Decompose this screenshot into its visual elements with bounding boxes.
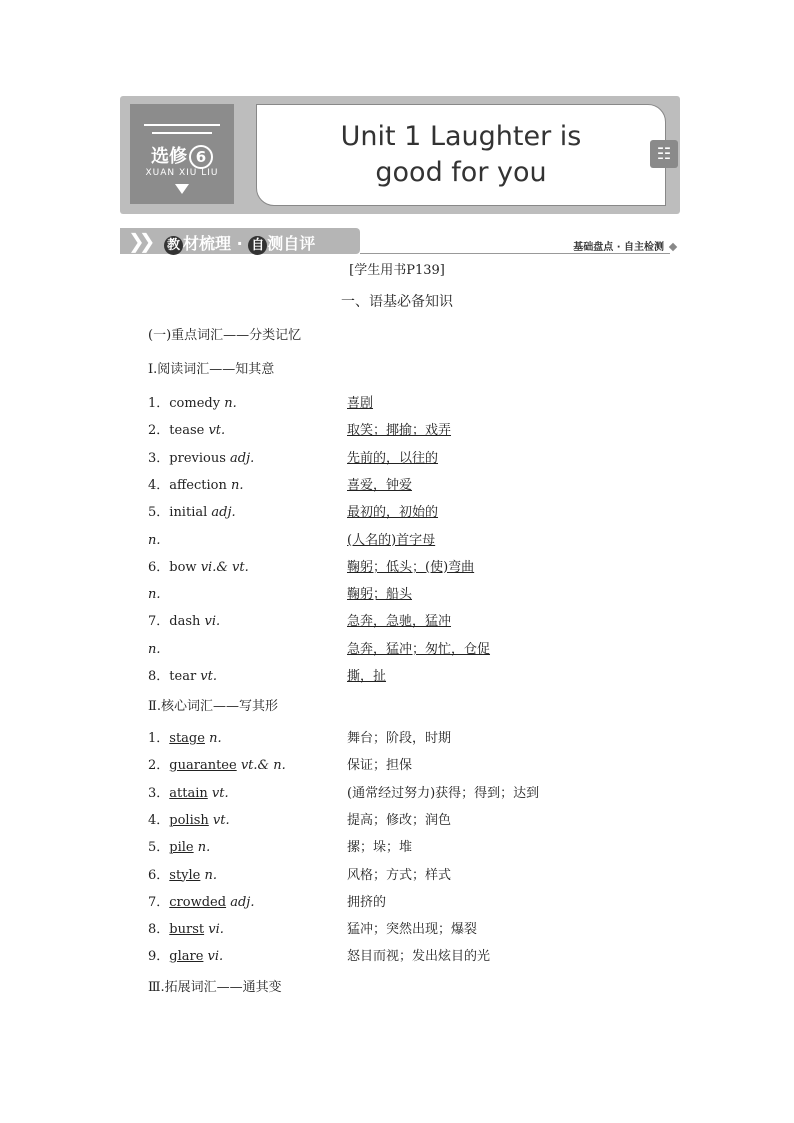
section-title-char-1: 教: [164, 236, 183, 255]
section-title-part-2: 测自评: [267, 234, 316, 253]
item-meaning: 撕，扯: [347, 669, 387, 684]
badge-number: 6: [189, 145, 213, 169]
item-word: guarantee: [169, 758, 237, 774]
item-number: 4．: [148, 477, 170, 493]
item-meaning: 喜剧: [347, 396, 374, 411]
book-search-icon[interactable]: ☷: [650, 140, 678, 168]
unit-title: [256, 104, 666, 206]
item-word: tear: [169, 669, 197, 684]
list-item-term: [148, 641, 161, 658]
item-word: glare: [169, 949, 204, 965]
list-item-term: [148, 422, 225, 439]
list-item-term: [148, 839, 210, 856]
list-item-term: [148, 532, 161, 549]
item-number: 7．: [148, 614, 170, 630]
item-pos: n.: [148, 532, 161, 548]
list-item-term: [148, 450, 254, 467]
item-number: 8．: [148, 669, 170, 684]
list-item-term: [148, 785, 229, 802]
list-item-term: [148, 586, 161, 603]
list-item-term: [148, 504, 236, 521]
section-subtitle-text: 基础盘点 · 自主检测: [573, 242, 664, 253]
item-pos: vi.: [204, 922, 224, 938]
item-pos: n.: [220, 396, 237, 411]
item-pos: vt.: [204, 423, 226, 439]
section-title: [164, 231, 315, 255]
item-word: dash: [169, 614, 201, 630]
heading-vocabulary: (一)重点词汇——分类记忆: [148, 328, 302, 343]
list-item-term: [148, 559, 249, 576]
item-pos: adj.: [225, 450, 255, 466]
section-title-dot: ·: [236, 234, 243, 253]
item-word: style: [169, 867, 201, 883]
item-number: 2．: [148, 758, 170, 774]
list-item-term: [148, 613, 220, 630]
item-word: affection: [169, 477, 227, 493]
badge-sub: XUAN XIU LIU: [145, 168, 219, 178]
section-rule: [360, 253, 670, 254]
item-pos: vt.: [196, 669, 218, 684]
list-item-term: [148, 894, 254, 911]
item-pos: n.: [193, 840, 211, 856]
badge-triangle-icon: [175, 184, 189, 194]
item-word: initial: [169, 505, 208, 521]
item-number: 3．: [148, 450, 170, 466]
item-number: 4．: [148, 812, 170, 828]
item-word: comedy: [169, 396, 221, 411]
item-meaning: (人名的)首字母: [347, 532, 436, 548]
book-reference: [学生用书P139]: [349, 263, 445, 278]
item-number: 5．: [148, 840, 170, 856]
item-number: 1．: [148, 731, 170, 746]
section-title-part-1: 材梳理: [183, 234, 232, 253]
item-number: 7．: [148, 894, 170, 910]
item-pos: vt.: [207, 785, 229, 801]
diamond-icon: [669, 243, 677, 251]
item-number: 3．: [148, 785, 170, 801]
item-pos: adj.: [207, 505, 236, 521]
item-number: 8．: [148, 922, 170, 938]
item-meaning: 急奔，急驰，猛冲: [347, 614, 452, 630]
item-word: stage: [169, 731, 205, 746]
item-meaning: 风格；方式；样式: [347, 867, 452, 883]
item-pos: vt.& n.: [236, 758, 286, 774]
item-word: pile: [169, 840, 194, 856]
item-number: 5．: [148, 505, 170, 521]
section-title-char-2: 自: [248, 236, 267, 255]
list-item-term: [148, 867, 217, 884]
item-number: 6．: [148, 867, 170, 883]
item-meaning: 提高；修改；润色: [347, 812, 452, 828]
item-meaning: 拥挤的: [347, 894, 387, 910]
list-item-term: [148, 730, 222, 747]
list-item-term: [148, 948, 223, 965]
item-pos: vt.: [208, 812, 230, 828]
item-meaning: 猛冲；突然出现；爆裂: [347, 922, 478, 938]
item-pos: n.: [200, 867, 218, 883]
item-word: crowded: [169, 894, 227, 910]
unit-title-line-1: Unit 1 Laughter is: [340, 121, 582, 152]
section-header: [120, 228, 680, 254]
item-word: bow: [169, 559, 197, 575]
list-item-term: [148, 668, 217, 685]
badge-main: [130, 142, 234, 169]
item-meaning: 最初的，初始的: [347, 505, 439, 521]
item-meaning: 急奔，猛冲；匆忙，仓促: [347, 641, 491, 657]
item-number: 1．: [148, 396, 170, 411]
item-pos: vi.: [200, 614, 221, 630]
item-meaning: 先前的，以往的: [347, 450, 439, 466]
part1-heading: Ⅰ.阅读词汇——知其意: [148, 362, 275, 377]
item-meaning: 怒目而视；发出炫目的光: [347, 949, 491, 965]
chevron-right-icon: ❯❯: [128, 229, 150, 253]
item-number: 9．: [148, 949, 170, 965]
item-pos: adj.: [226, 894, 255, 910]
item-meaning: 摞；垛；堆: [347, 840, 413, 856]
item-meaning: 取笑；揶揄；戏弄: [347, 423, 452, 439]
item-pos: n.: [204, 731, 222, 746]
item-word: attain: [169, 785, 208, 801]
item-meaning: 喜爱，钟爱: [347, 477, 413, 493]
item-pos: n.: [148, 587, 161, 603]
list-item-term: [148, 812, 230, 829]
badge-line: [152, 132, 212, 134]
item-word: polish: [169, 812, 209, 828]
item-pos: vi.& vt.: [196, 559, 249, 575]
unit-banner: [120, 96, 680, 214]
item-word: tease: [169, 423, 205, 439]
badge-main-text: 选修: [151, 146, 187, 167]
list-item-term: [148, 477, 243, 494]
list-item-term: [148, 921, 224, 938]
item-meaning: 鞠躬；低头；(使)弯曲: [347, 559, 475, 575]
item-pos: n.: [226, 477, 244, 493]
part3-heading: Ⅲ.拓展词汇——通其变: [148, 980, 282, 995]
item-word: previous: [169, 450, 226, 466]
list-item-term: [148, 395, 237, 412]
item-word: burst: [169, 922, 205, 938]
item-number: 2．: [148, 423, 170, 439]
elective-badge: [130, 104, 234, 204]
part2-heading: Ⅱ.核心词汇——写其形: [148, 699, 278, 714]
item-meaning: 保证；担保: [347, 758, 413, 774]
item-pos: vi.: [203, 949, 224, 965]
badge-line: [144, 124, 220, 126]
section-subtitle: [573, 238, 676, 253]
item-pos: n.: [148, 641, 161, 657]
item-number: 6．: [148, 559, 170, 575]
list-item-term: [148, 757, 286, 774]
item-meaning: (通常经过努力)获得；得到；达到: [347, 785, 540, 801]
unit-title-line-2: good for you: [375, 157, 547, 188]
item-meaning: 舞台；阶段，时期: [347, 731, 452, 746]
item-meaning: 鞠躬；船头: [347, 587, 413, 603]
heading-basic-knowledge: 一、语基必备知识: [341, 294, 453, 310]
